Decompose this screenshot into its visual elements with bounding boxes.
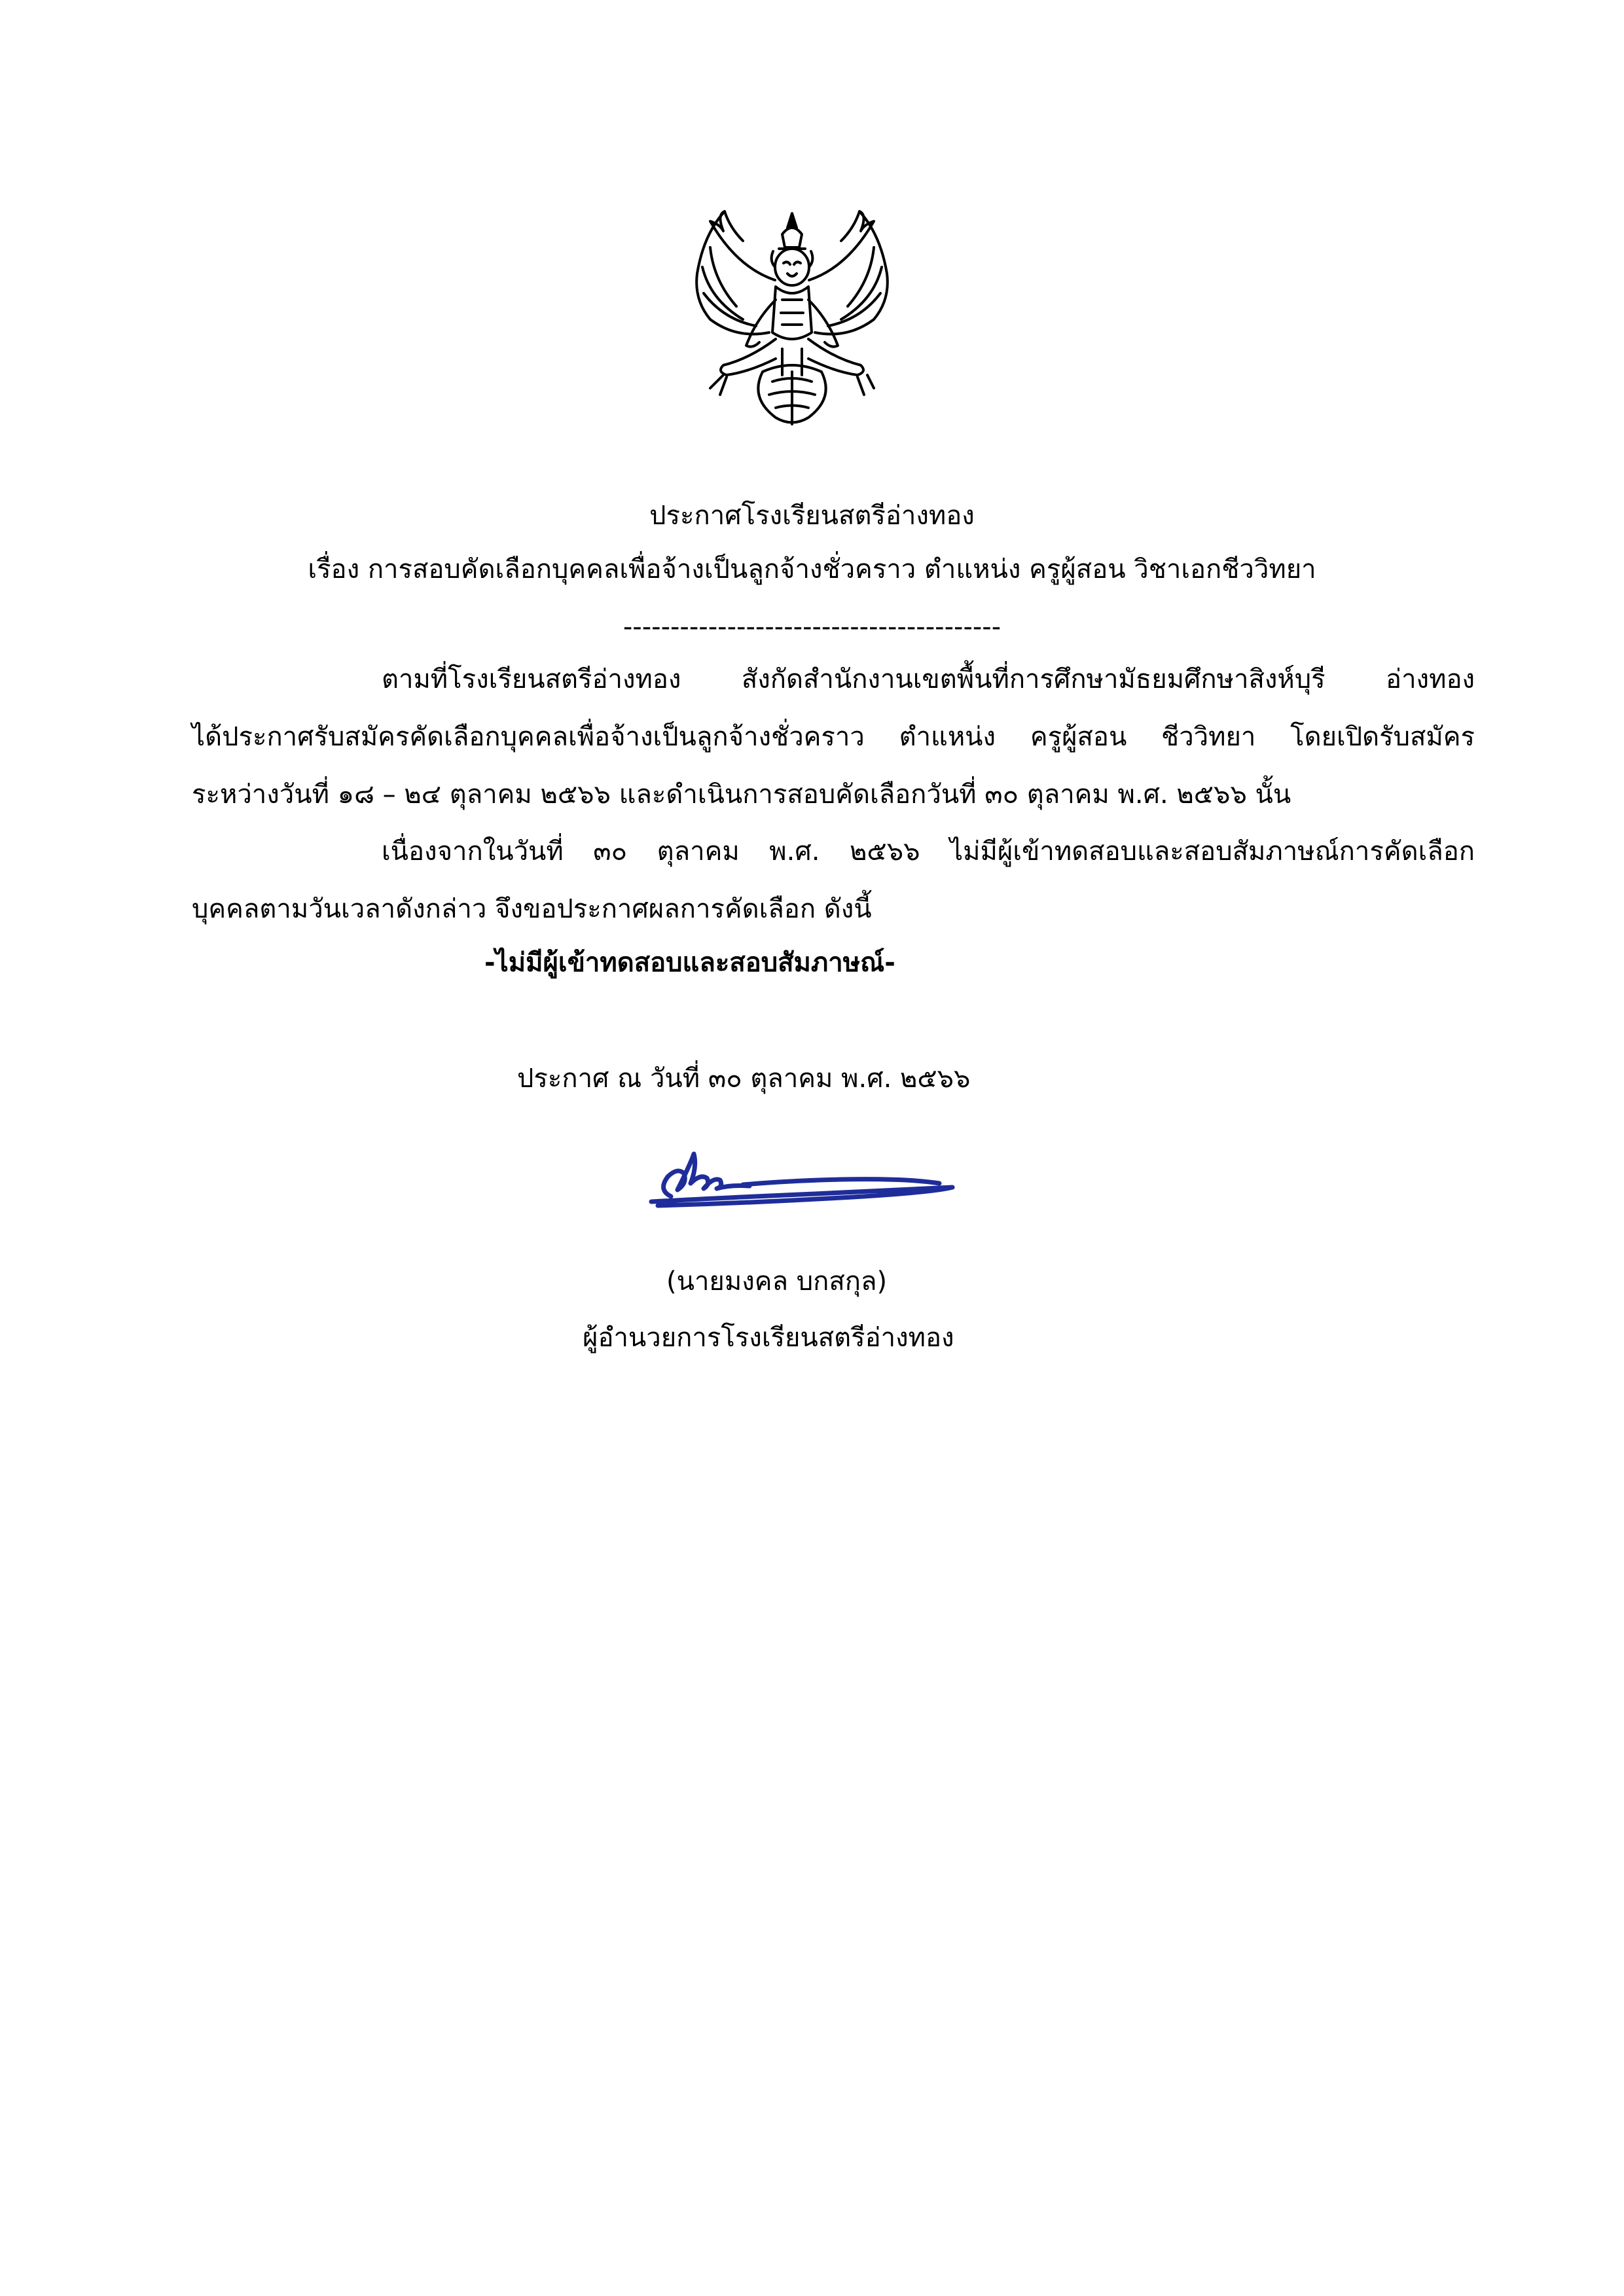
paragraph-2-line-2: บุคคลตามวันเวลาดังกล่าว จึงขอประกาศผลการคัดเลือก ดังนี้ <box>192 894 872 924</box>
signature-image <box>645 1138 965 1210</box>
separator-line: ---------------------------------------- <box>623 612 1001 642</box>
paragraph-2-line-1: เนื่องจากในวันที่ ๓๐ ตุลาคม พ.ศ. ๒๕๖๖ ไม่มีผู้เข้าทดสอบและสอบสัมภาษณ์การคัดเลือก <box>382 836 1475 867</box>
paragraph-1-line-3: ระหว่างวันที่ ๑๘ – ๒๔ ตุลาคม ๒๕๖๖ และดำเนินการสอบคัดเลือกวันที่ ๓๐ ตุลาคม พ.ศ. ๒๕๖๖ นั้น <box>192 780 1291 810</box>
announcement-subject: เรื่อง การสอบคัดเลือกบุคคลเพื่อจ้างเป็นลูกจ้างชั่วคราว ตำแหน่ง ครูผู้สอน วิชาเอกชีววิทยา <box>308 554 1316 584</box>
signer-position: ผู้อำนวยการโรงเรียนสตรีอ่างทอง <box>583 1323 954 1353</box>
paragraph-1-line-2: ได้ประกาศรับสมัครคัดเลือกบุคคลเพื่อจ้างเป็นลูกจ้างชั่วคราว ตำแหน่ง ครูผู้สอน ชีววิทยา โดยเปิดรับสมัคร <box>192 722 1475 752</box>
signer-name: (นายมงคล บกสกุล) <box>666 1266 888 1297</box>
result-statement: -ไม่มีผู้เข้าทดสอบและสอบสัมภาษณ์- <box>484 948 895 978</box>
garuda-emblem-icon <box>684 208 900 429</box>
paragraph-1-line-1: ตามที่โรงเรียนสตรีอ่างทอง สังกัดสำนักงานเขตพื้นที่การศึกษามัธยมศึกษาสิงห์บุรี อ่างทอง <box>382 664 1475 694</box>
announcement-date: ประกาศ ณ วันที่ ๓๐ ตุลาคม พ.ศ. ๒๕๖๖ <box>517 1064 971 1094</box>
announcement-title: ประกาศโรงเรียนสตรีอ่างทอง <box>649 501 975 531</box>
